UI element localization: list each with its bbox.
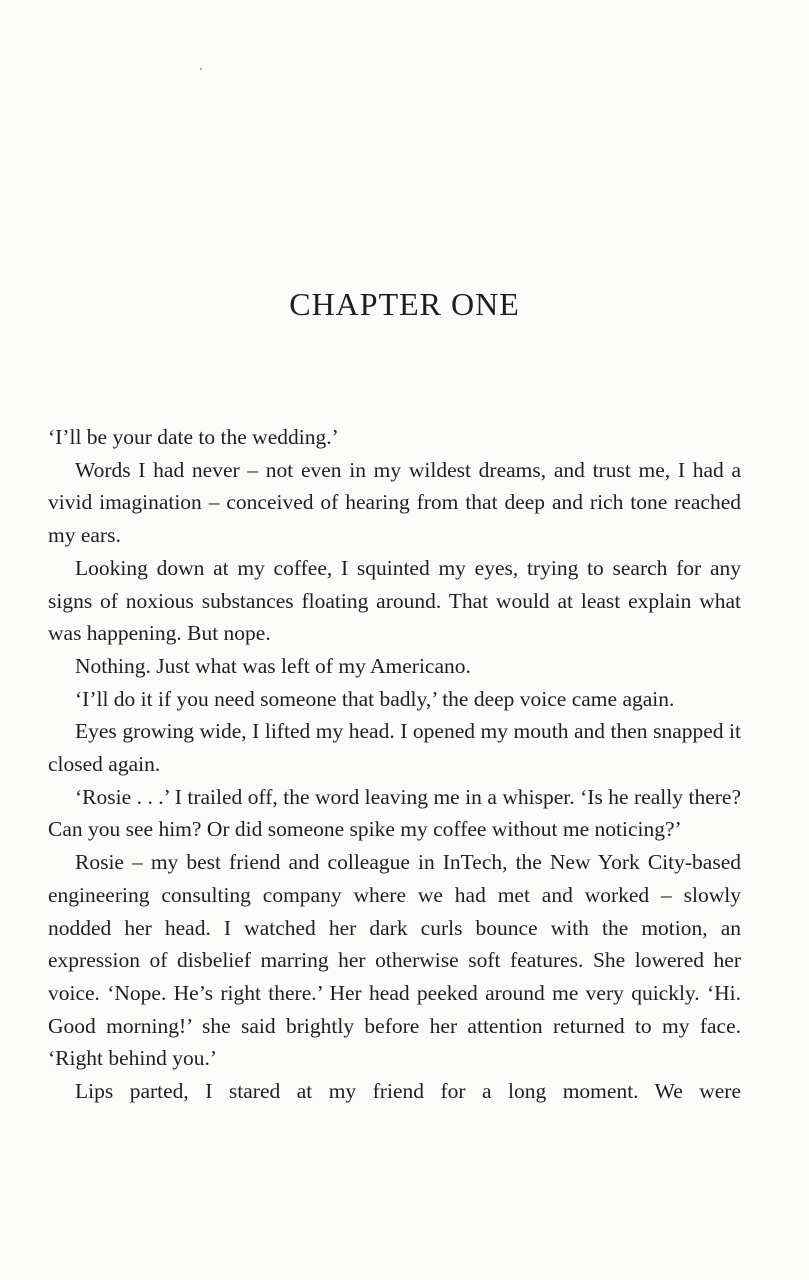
paragraph: ‘I’ll do it if you need someone that badly,’ the deep voice came again. [75,686,675,711]
paragraph: ‘Rosie . . .’ I trailed off, the word leaving me in a whisper. ‘Is he really there? Can you see him? Or did someone spike my coffee without me noticing?’ [48,784,741,842]
chapter-body [48,421,741,1108]
paragraph: Lips parted, I stared at my friend for a long moment. We were [75,1079,741,1104]
paragraph: Looking down at my coffee, I squinted my eyes, trying to search for any signs of noxious substances floating around. That would at least explain what was happening. But nope. [48,555,741,646]
paragraph: ‘I’ll be your date to the wedding.’ [48,425,339,449]
chapter-title: CHAPTER ONE [289,286,520,322]
paragraph: Rosie – my best friend and colleague in InTech, the New York City-based engineering consulting company where we had met and worked – slowly nodded her head. I watched her dark curls bounce with the motion, an expression of disbelief marring her otherwise soft features. She lowered her voice. ‘Nope. He’s right there.’ Her head peeked around me very quickly. ‘Hi. Good morning!’ she said brightly before her attention returned to my face. ‘Right behind you.’ [48,850,741,1071]
paragraph: Eyes growing wide, I lifted my head. I opened my mouth and then snapped it closed again. [48,719,741,777]
paper-speck [200,68,202,70]
paragraph: Nothing. Just what was left of my Americano. [75,653,471,678]
paragraph: Words I had never – not even in my wildest dreams, and trust me, I had a vivid imagination – conceived of hearing from that deep and rich tone reached my ears. [48,457,741,548]
